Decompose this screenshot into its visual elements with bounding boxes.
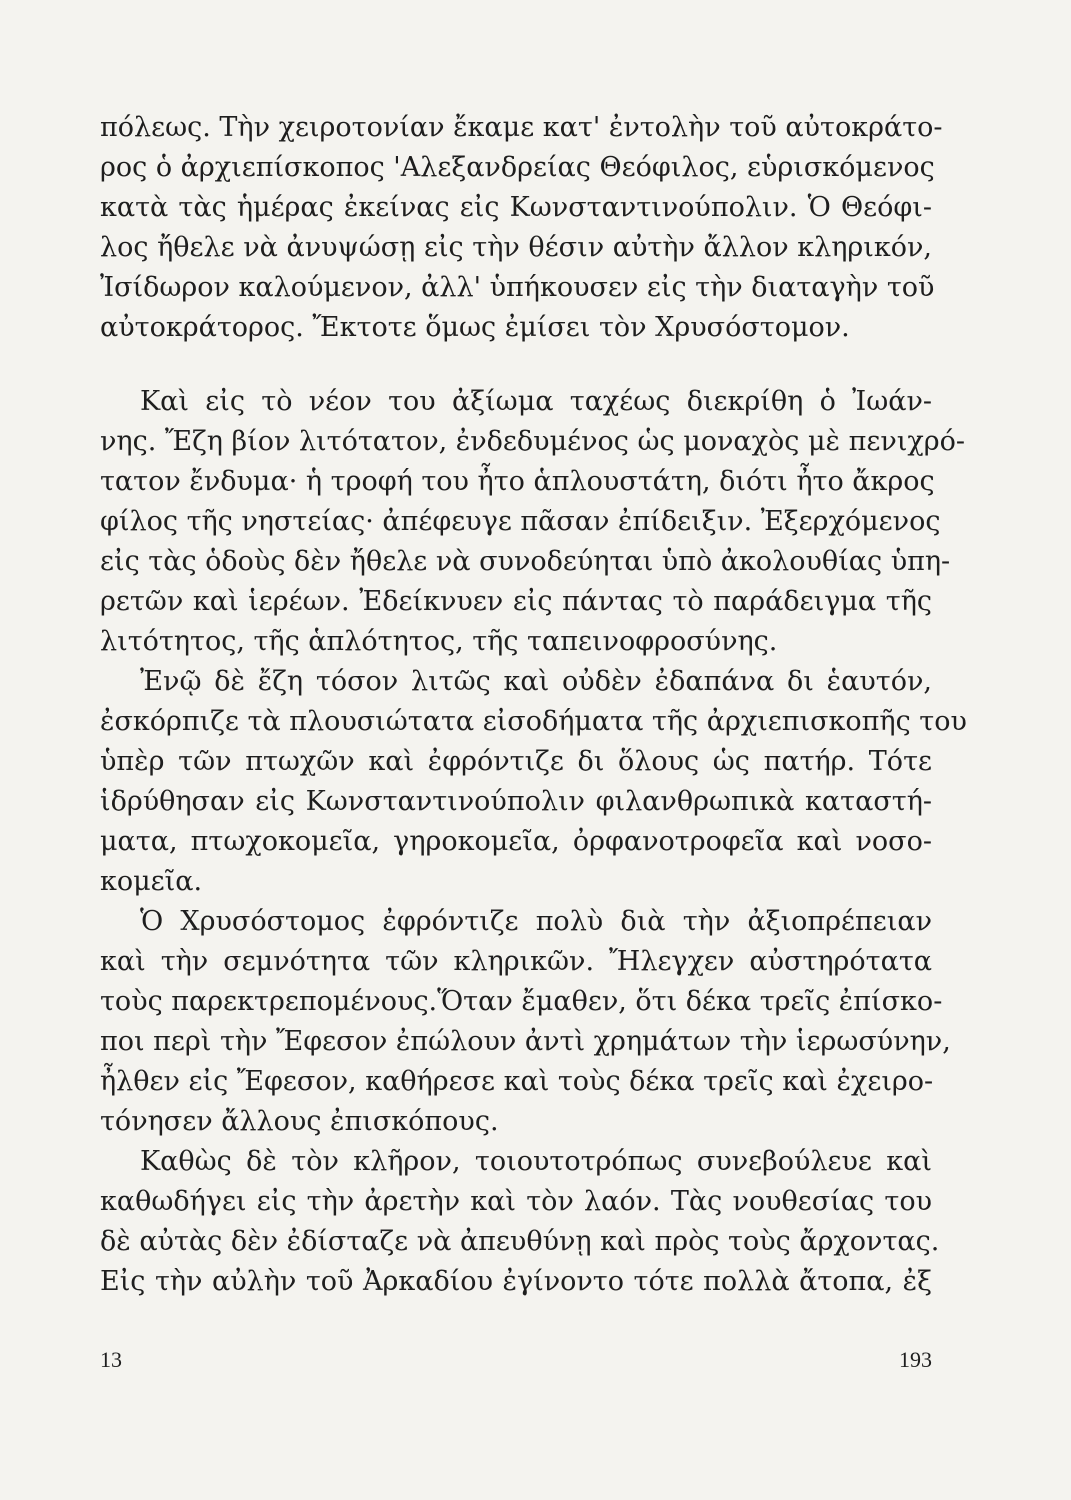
- text-line: λος ἤθελε νὰ ἀνυψώσῃ εἰς τὴν θέσιν αὐτὴν ἄλλον κληρικόν,: [100, 232, 932, 263]
- text-line: ματα, πτωχοκομεῖα, γηροκομεῖα, ὀρφανοτροφεῖα καὶ νοσο-: [100, 826, 932, 857]
- text-line: ἦλθεν εἰς Ἔφεσον, καθήρεσε καὶ τοὺς δέκα τρεῖς καὶ ἐχειρο-: [100, 1066, 934, 1097]
- text-line: εἰς τὰς ὁδοὺς δὲν ἤθελε νὰ συνοδεύηται ὑπὸ ἀκολουθίας ὑπη-: [100, 546, 951, 577]
- paragraph-1: [100, 108, 943, 348]
- page-number: 193: [899, 1347, 932, 1372]
- page-footer: [100, 1340, 932, 1380]
- signature-mark: 13: [100, 1347, 122, 1372]
- text-line: τατον ἔνδυμα· ἡ τροφή του ἦτο ἁπλουστάτη, διότι ἦτο ἄκρος: [100, 466, 935, 497]
- text-line: ρος ὁ ἀρχιεπίσκοπος 'Αλεξανδρείας Θεόφιλος, εὑρισκόμενος: [100, 152, 935, 183]
- paragraph-5: [100, 1142, 940, 1302]
- text-line: ποι περὶ τὴν Ἔφεσον ἐπώλουν ἀντὶ χρημάτων τὴν ἱερωσύνην,: [100, 1026, 951, 1057]
- text-line: ἐσκόρπιζε τὰ πλουσιώτατα εἰσοδήματα τῆς ἀρχιεπισκοπῆς του: [100, 706, 967, 737]
- text-line: πόλεως. Τὴν χειροτονίαν ἔκαμε κατ' ἐντολὴν τοῦ αὐτοκράτο-: [100, 112, 943, 143]
- paragraph-gap: [100, 348, 932, 382]
- text-line: λιτότητος, τῆς ἁπλότητος, τῆς ταπεινοφροσύνης.: [100, 626, 778, 657]
- text-line: Ὁ Χρυσόστομος ἐφρόντιζε πολὺ διὰ τὴν ἀξιοπρέπειαν: [140, 906, 932, 937]
- text-line: τόνησεν ἄλλους ἐπισκόπους.: [100, 1106, 499, 1137]
- text-line: Εἰς τὴν αὐλὴν τοῦ Ἀρκαδίου ἐγίνοντο τότε πολλὰ ἄτοπα, ἐξ: [100, 1266, 932, 1297]
- text-line: φίλος τῆς νηστείας· ἀπέφευγε πᾶσαν ἐπίδειξιν. Ἐξερχόμενος: [100, 506, 941, 537]
- text-line: Καθὼς δὲ τὸν κλῆρον, τοιουτοτρόπως συνεβούλευε καὶ: [140, 1146, 932, 1177]
- text-line: καὶ τὴν σεμνότητα τῶν κληρικῶν. Ἤλεγχεν αὐστηρότατα: [100, 946, 932, 977]
- text-line: κατὰ τὰς ἡμέρας ἐκείνας εἰς Κωνσταντινούπολιν. Ὁ Θεόφι-: [100, 192, 932, 223]
- page-text: [100, 108, 967, 1348]
- text-line: ὑπὲρ τῶν πτωχῶν καὶ ἐφρόντιζε δι ὅλους ὡς πατήρ. Τότε: [100, 746, 932, 777]
- text-line: κομεῖα.: [100, 866, 203, 897]
- text-line: αὐτοκράτορος. Ἔκτοτε ὅμως ἐμίσει τὸν Χρυσόστομον.: [100, 312, 850, 343]
- text-line: ἱδρύθησαν εἰς Κωνσταντινούπολιν φιλανθρωπικὰ καταστή-: [100, 786, 932, 817]
- text-line: Ἰσίδωρον καλούμενον, ἀλλ' ὑπήκουσεν εἰς τὴν διαταγὴν τοῦ: [100, 272, 935, 303]
- paragraph-2: [100, 382, 965, 662]
- paragraph-4: [100, 902, 951, 1142]
- text-line: νης. Ἔζη βίον λιτότατον, ἐνδεδυμένος ὡς μοναχὸς μὲ πενιχρό-: [100, 426, 965, 457]
- text-line: ρετῶν καὶ ἱερέων. Ἐδείκνυεν εἰς πάντας τὸ παράδειγμα τῆς: [100, 586, 932, 617]
- text-line: καθωδήγει εἰς τὴν ἀρετὴν καὶ τὸν λαόν. Τὰς νουθεσίας του: [100, 1186, 932, 1217]
- paragraph-3: [100, 662, 967, 902]
- text-line: τοὺς παρεκτρεπομένους.Ὅταν ἔμαθεν, ὅτι δέκα τρεῖς ἐπίσκο-: [100, 986, 943, 1017]
- text-line: δὲ αὐτὰς δὲν ἐδίσταζε νὰ ἀπευθύνῃ καὶ πρὸς τοὺς ἄρχοντας.: [100, 1226, 940, 1257]
- text-line: Ἐνῷ δὲ ἔζη τόσον λιτῶς καὶ οὐδὲν ἐδαπάνα δι ἑαυτόν,: [140, 666, 932, 697]
- text-line: Καὶ εἰς τὸ νέον του ἀξίωμα ταχέως διεκρίθη ὁ Ἰωάν-: [140, 386, 932, 417]
